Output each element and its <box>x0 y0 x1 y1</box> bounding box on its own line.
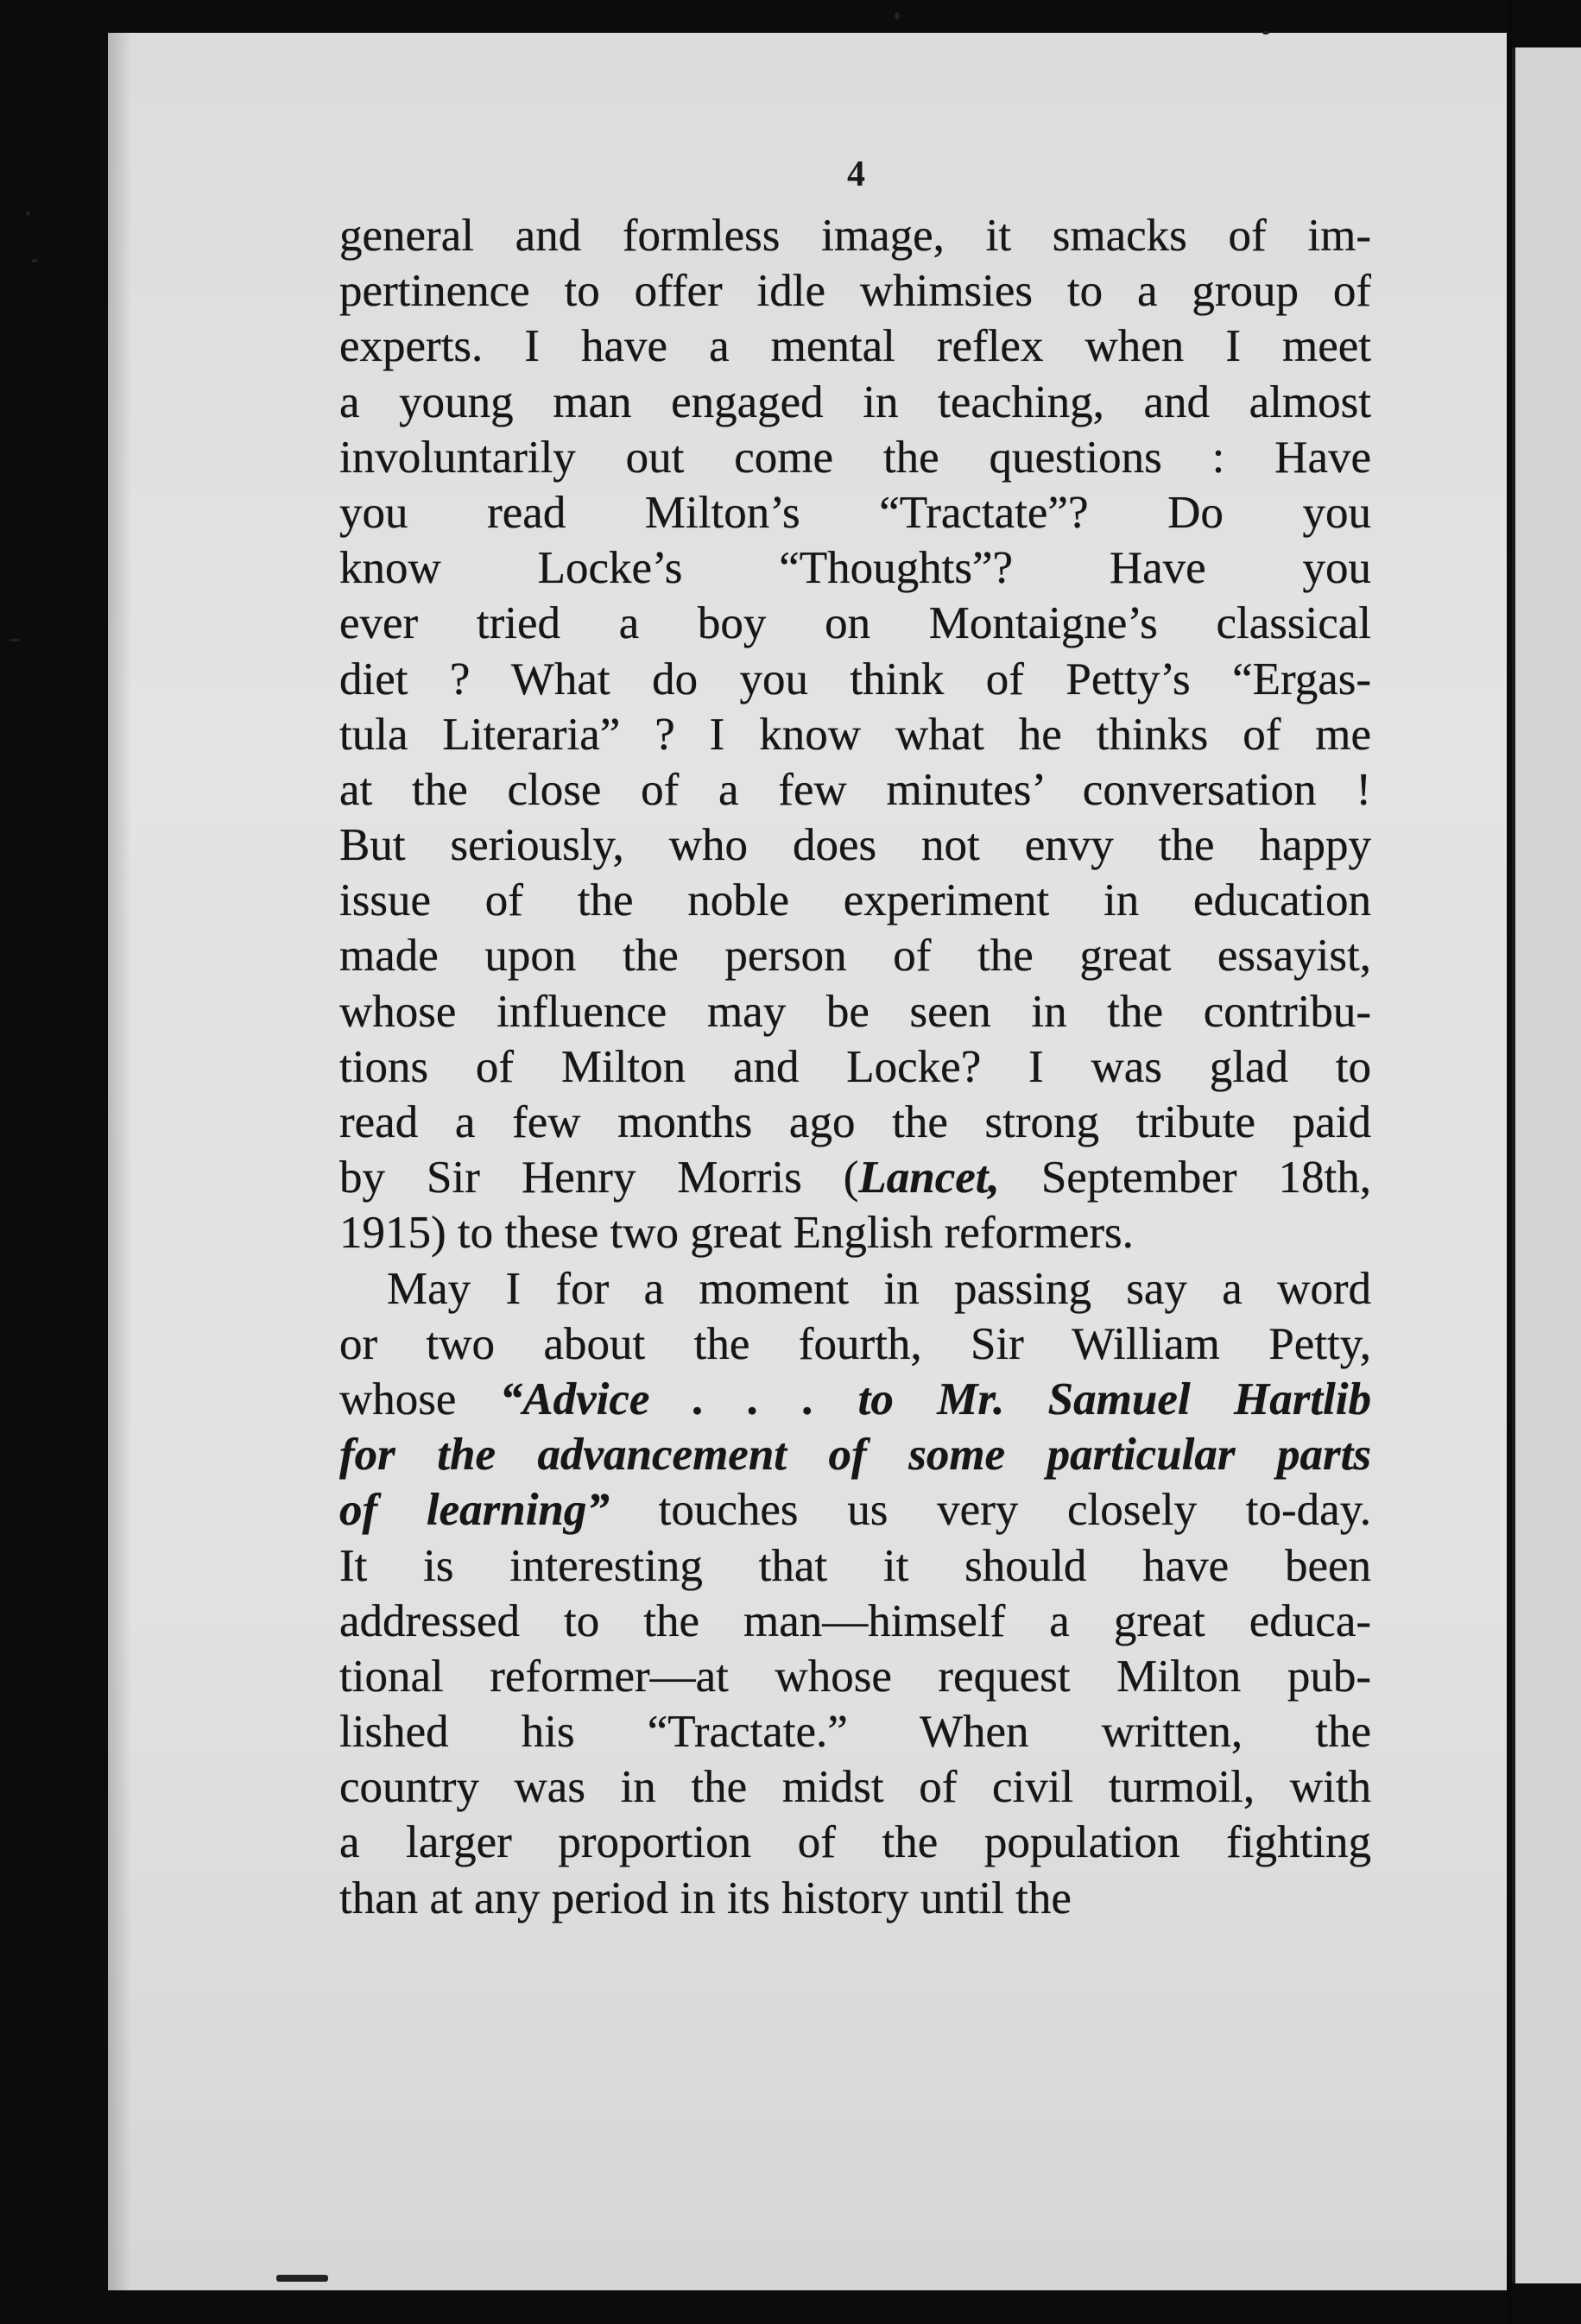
text-line <box>339 762 1371 818</box>
text-run: a young man engaged in teaching, and almost <box>339 376 1371 427</box>
text-run: you read Milton’s “Tractate”? Do you <box>339 487 1371 538</box>
text-line <box>339 1095 1371 1150</box>
text-run: lished his “Tractate.” When written, the <box>339 1707 1371 1758</box>
scan-speck <box>26 212 30 216</box>
text-line <box>339 1150 1371 1205</box>
text-run: But seriously, who does not envy the happy <box>339 820 1371 871</box>
text-line <box>339 375 1371 430</box>
text-line <box>339 1871 1371 1926</box>
text-run: made upon the person of the great essayist, <box>339 931 1371 982</box>
text-line <box>339 1372 1371 1427</box>
text-run: May I for a moment in passing say a word <box>387 1263 1371 1314</box>
text-run: pertinence to offer idle whimsies to a group of <box>339 266 1371 317</box>
text-line <box>339 1538 1371 1594</box>
text-run: whose influence may be seen in the contribu- <box>339 986 1371 1037</box>
text-line <box>339 984 1371 1039</box>
text-line <box>339 1039 1371 1095</box>
italic-text: “Advice . . . to Mr. Samuel Hartlib <box>499 1374 1371 1424</box>
text-line <box>339 208 1371 263</box>
text-line <box>339 1815 1371 1870</box>
text-run: at the close of a few minutes’ conversation ! <box>339 764 1371 815</box>
text-run: whose <box>339 1374 500 1424</box>
text-run: September 18th, <box>999 1153 1371 1203</box>
text-line <box>339 540 1371 596</box>
text-run: know Locke’s “Thoughts”? Have you <box>339 543 1371 594</box>
text-line <box>339 1482 1371 1538</box>
paper-edge-shadow <box>108 33 132 2290</box>
italic-text: Lancet, <box>858 1153 1000 1203</box>
italic-text: of learning” <box>339 1485 610 1536</box>
text-run: 1915) to these two great English reformers. <box>339 1208 1134 1259</box>
text-run: read a few months ago the strong tribute paid <box>339 1097 1371 1147</box>
text-line <box>339 1649 1371 1704</box>
text-run: country was in the midst of civil turmoil, with <box>339 1762 1371 1813</box>
scan-speck <box>276 2275 328 2282</box>
text-run: addressed to the man—himself a great educa- <box>339 1595 1371 1646</box>
text-line <box>339 263 1371 319</box>
text-line <box>339 485 1371 540</box>
text-line <box>339 1317 1371 1372</box>
text-run: than at any period in its history until the <box>339 1872 1072 1923</box>
text-line <box>339 1704 1371 1759</box>
text-run: a larger proportion of the population fighting <box>339 1817 1371 1868</box>
text-line <box>339 1427 1371 1482</box>
text-run: general and formless image, it smacks of im- <box>339 211 1371 261</box>
text-run: tions of Milton and Locke? I was glad to <box>339 1041 1371 1092</box>
text-run: touches us very closely to-day. <box>609 1485 1371 1536</box>
text-line <box>339 1205 1371 1260</box>
scan-speck <box>895 12 900 20</box>
text-run: diet ? What do you think of Petty’s “Ergas- <box>339 654 1371 704</box>
text-run: tula Literaria” ? I know what he thinks of me <box>339 709 1371 760</box>
text-line <box>339 873 1371 928</box>
italic-text: for the advancement of some particular parts <box>339 1430 1371 1481</box>
body-text <box>339 208 1371 1926</box>
text-line <box>339 1261 1371 1317</box>
text-line <box>339 319 1371 374</box>
text-line <box>339 928 1371 983</box>
text-run: or two about the fourth, Sir William Petty, <box>339 1318 1371 1369</box>
text-run: experts. I have a mental reflex when I meet <box>339 321 1371 372</box>
scan-speck <box>9 639 21 641</box>
scan-speck <box>1262 31 1269 35</box>
text-line <box>339 652 1371 707</box>
text-run: by Sir Henry Morris ( <box>339 1153 859 1203</box>
text-run: ever tried a boy on Montaigne’s classical <box>339 598 1371 649</box>
text-line <box>339 596 1371 651</box>
text-run: tional reformer—at whose request Milton pub- <box>339 1651 1371 1702</box>
text-line <box>339 1594 1371 1649</box>
text-run: It is interesting that it should have been <box>339 1540 1371 1591</box>
text-line <box>339 430 1371 485</box>
text-run: issue of the noble experiment in education <box>339 875 1371 926</box>
text-run: involuntarily out come the questions : Have <box>339 432 1371 483</box>
page-number: 4 <box>847 155 865 194</box>
adjacent-page-edge <box>1512 47 1581 2283</box>
text-line <box>339 1759 1371 1815</box>
text-line <box>339 707 1371 762</box>
scan-speck <box>31 259 38 262</box>
text-line <box>339 818 1371 873</box>
